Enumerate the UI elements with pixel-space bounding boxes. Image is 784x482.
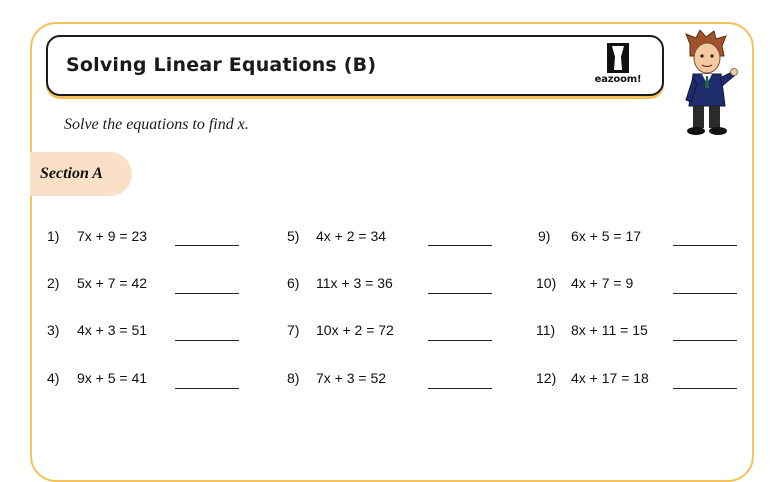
question-equation: 6x + 5 = 17 [571, 228, 642, 244]
question-8 [287, 370, 387, 386]
question-3 [47, 322, 148, 338]
question-equation: 7x + 9 = 23 [77, 228, 148, 244]
question-10 [536, 275, 634, 291]
logo-text: eazoom! [594, 74, 642, 85]
answer-line-1[interactable] [175, 245, 239, 246]
question-number: 11) [536, 322, 556, 338]
question-1 [47, 228, 148, 244]
answer-line-9[interactable] [673, 245, 737, 246]
question-number: 7) [287, 322, 300, 338]
title-banner [46, 35, 664, 96]
question-equation: 10x + 2 = 72 [316, 322, 394, 338]
question-equation: 11x + 3 = 36 [316, 275, 393, 291]
question-equation: 8x + 11 = 15 [571, 322, 648, 338]
section-label: Section A [40, 165, 103, 182]
question-6 [287, 275, 393, 291]
question-number: 4) [47, 370, 60, 386]
question-equation: 4x + 3 = 51 [77, 322, 148, 338]
worksheet-title: Solving Linear Equations (B) [66, 54, 377, 76]
answer-line-4[interactable] [175, 388, 239, 389]
question-number: 12) [536, 370, 557, 386]
question-number: 8) [287, 370, 300, 386]
question-number: 9) [538, 228, 551, 244]
answer-line-12[interactable] [673, 388, 737, 389]
question-equation: 4x + 17 = 18 [571, 370, 649, 386]
question-equation: 4x + 7 = 9 [571, 275, 634, 291]
question-number: 10) [536, 275, 557, 291]
question-4 [47, 370, 148, 386]
question-5 [287, 228, 387, 244]
question-12 [536, 370, 649, 386]
question-2 [47, 275, 148, 291]
answer-line-11[interactable] [673, 340, 737, 341]
question-11 [536, 322, 648, 338]
eazoom-logo [590, 43, 646, 89]
answer-line-5[interactable] [428, 245, 492, 246]
question-number: 3) [47, 322, 60, 338]
answer-line-10[interactable] [673, 293, 737, 294]
question-number: 2) [47, 275, 60, 291]
question-equation: 9x + 5 = 41 [77, 370, 148, 386]
mascot-boy-illustration [676, 30, 738, 138]
question-number: 1) [47, 228, 60, 244]
question-equation: 4x + 2 = 34 [316, 228, 387, 244]
answer-line-2[interactable] [175, 293, 239, 294]
question-equation: 7x + 3 = 52 [316, 370, 387, 386]
answer-line-8[interactable] [428, 388, 492, 389]
question-number: 6) [287, 275, 300, 291]
question-number: 5) [287, 228, 300, 244]
section-a-tab [30, 152, 132, 196]
question-equation: 5x + 7 = 42 [77, 275, 148, 291]
answer-line-7[interactable] [428, 340, 492, 341]
question-7 [287, 322, 394, 338]
eazoom-logo-icon [607, 43, 629, 73]
instructions-text: Solve the equations to find x. [64, 116, 249, 133]
question-9 [538, 228, 642, 244]
answer-line-3[interactable] [175, 340, 239, 341]
answer-line-6[interactable] [428, 293, 492, 294]
